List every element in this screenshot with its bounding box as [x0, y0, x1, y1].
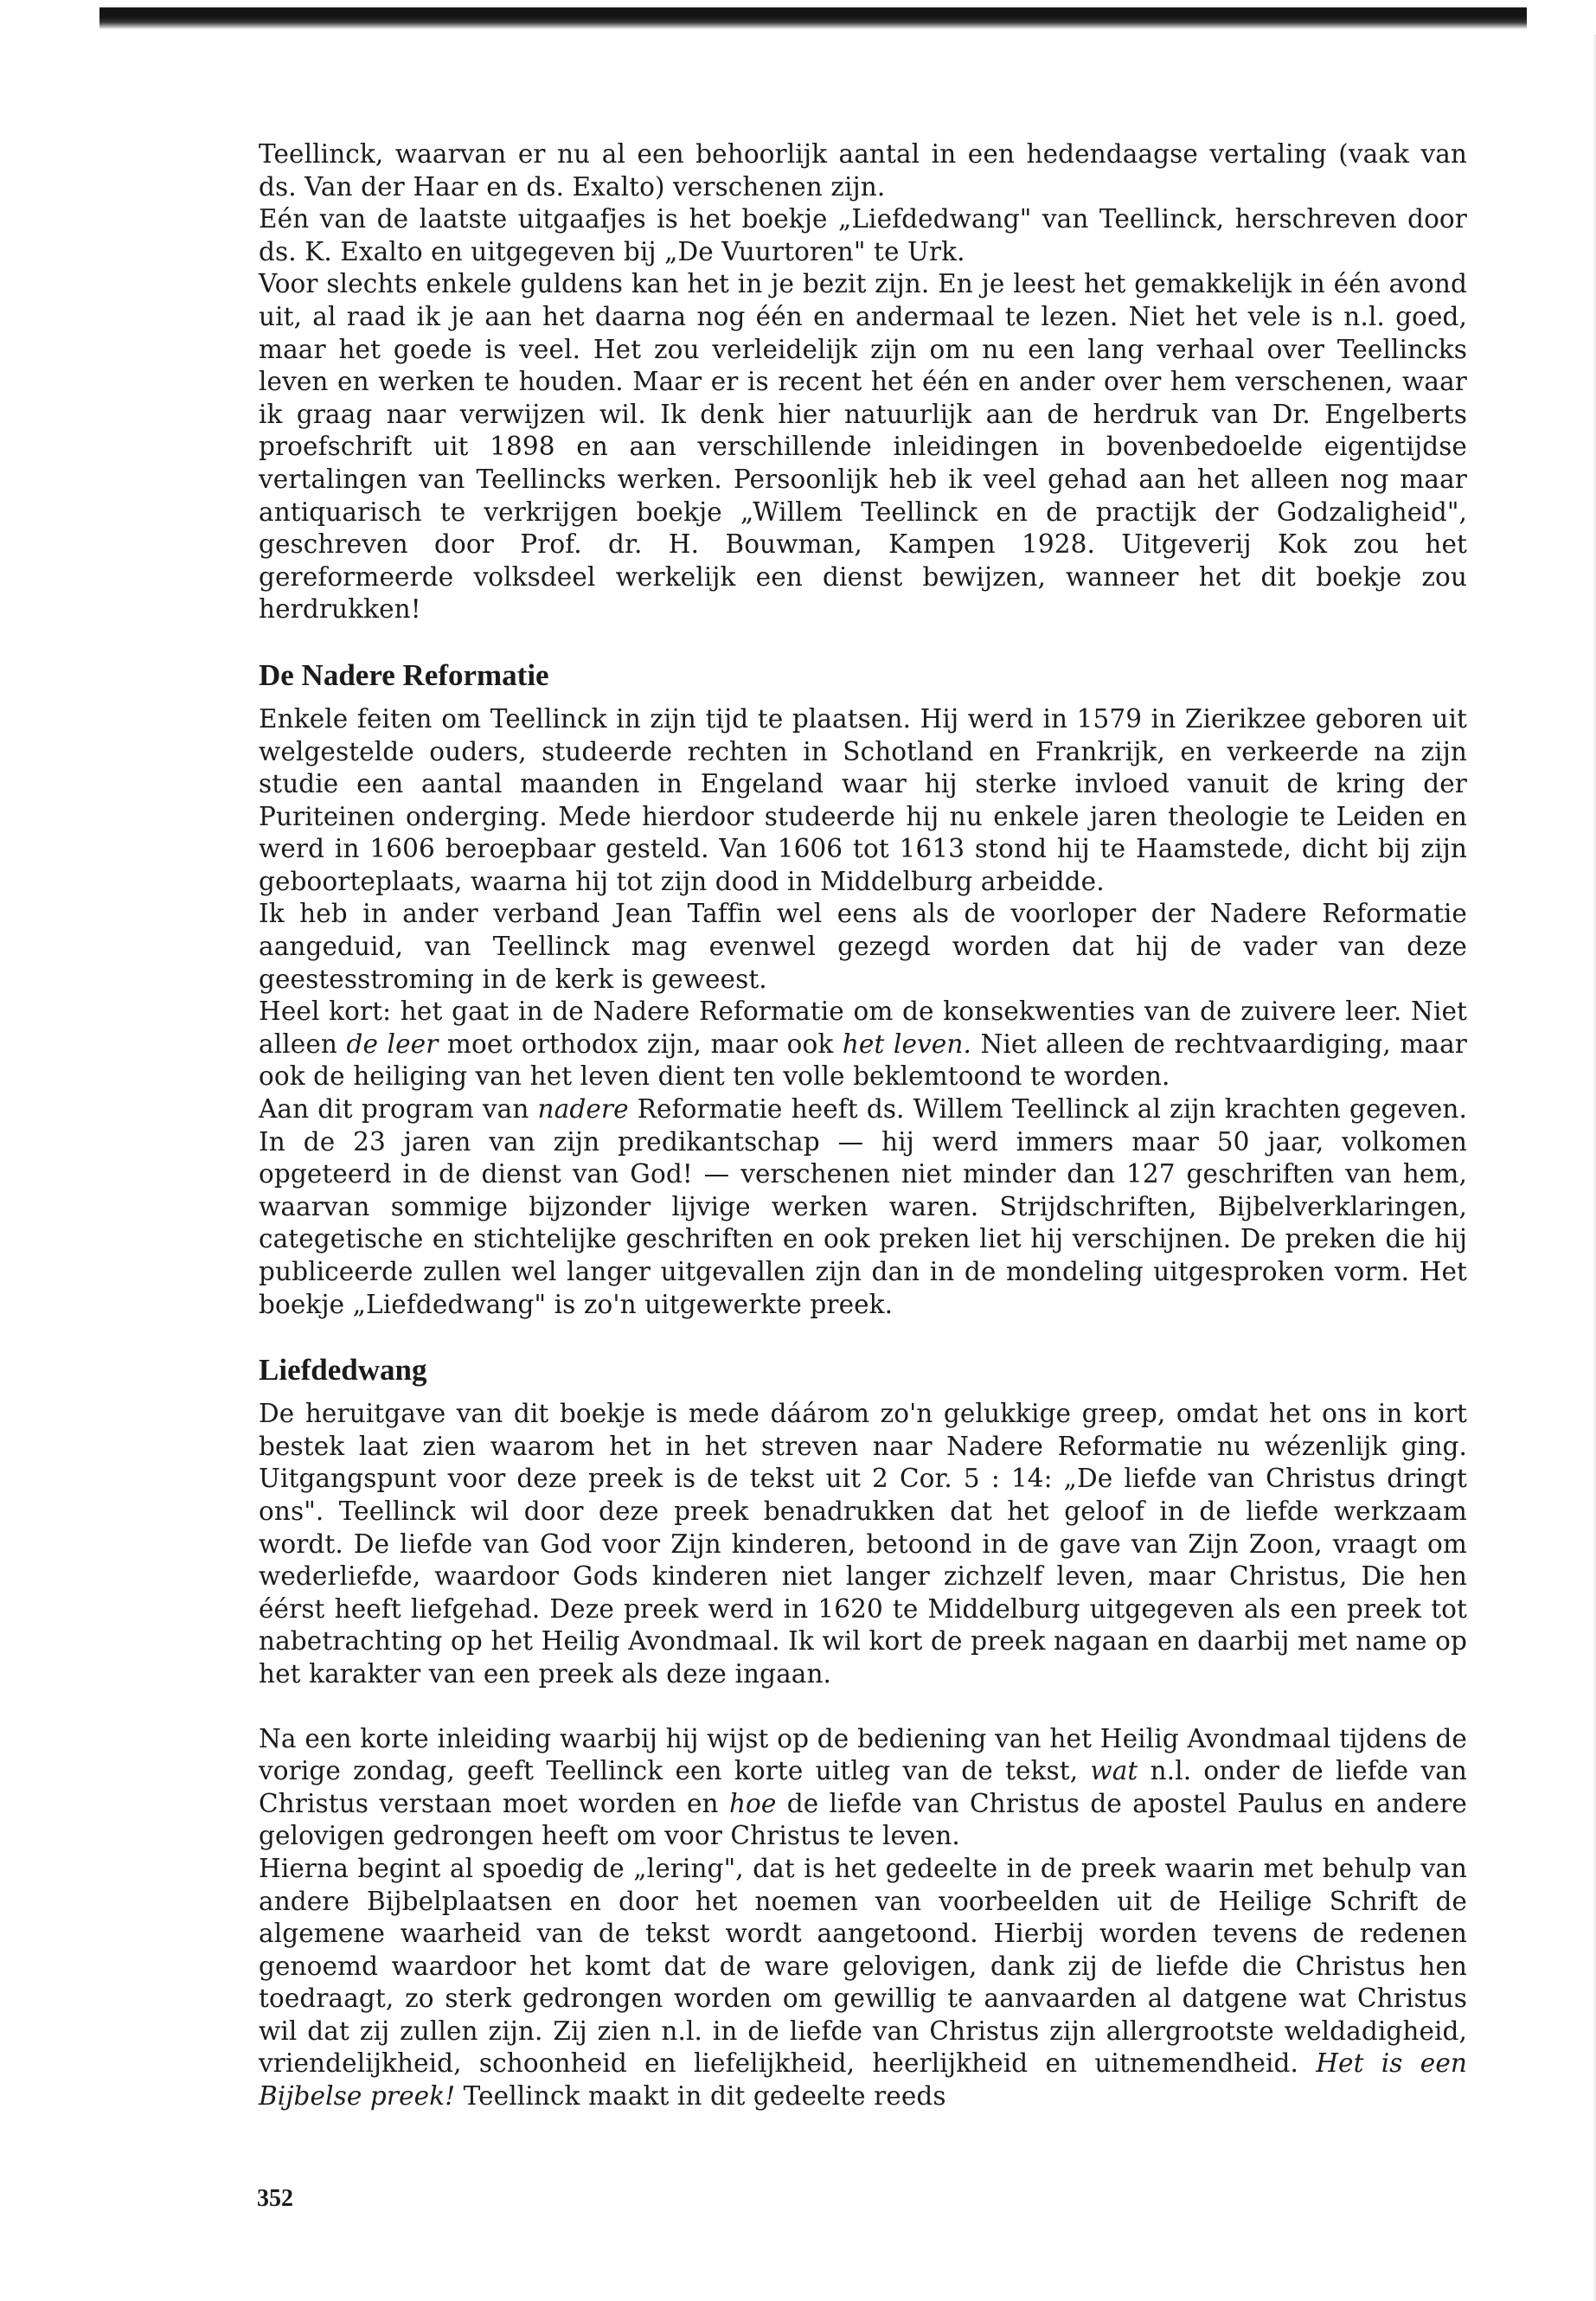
- intro-paragraph-1: Teellinck, waarvan er nu al een behoorlijk aantal in een hedendaagse vertaling (vaak van ds. Van der Haar en ds. Exalto) verschenen zijn.: [259, 139, 1467, 202]
- scan-top-border: [99, 0, 1527, 42]
- intro-paragraph-2: Eén van de laatste uitgaafjes is het boekje „Liefdedwang" van Teellinck, herschreven door ds. K. Exalto en uitgegeven bij „De Vuurtoren" te Urk.: [259, 204, 1467, 266]
- text-run: n.l. onder de liefde van Christus verstaan moet worden en: [259, 1756, 1468, 1818]
- section-heading-liefdedwang: Liefdedwang: [259, 1353, 427, 1388]
- emphasis-text: nadere: [537, 1094, 629, 1125]
- text-run: de liefde van Christus de apostel Paulus en andere gelovigen gedrongen heeft om voor Christus te leven.: [259, 1788, 1467, 1851]
- text-run: Na een korte inleiding waarbij hij wijst op de bediening van het Heilig Avondmaal tijdens de vorige zondag, geeft Teellinck een korte uitleg van de tekst,: [259, 1723, 1467, 1786]
- text-run: Heel kort: het gaat in de Nadere Reformatie om de konsekwenties van de zuivere leer. Niet alleen: [259, 997, 1467, 1059]
- emphasis-text: wat: [1090, 1756, 1138, 1786]
- page-body: [259, 138, 1467, 2113]
- text-run: Reformatie heeft ds. Willem Teellinck al zijn krachten gegeven. In de 23 jaren van zijn predikantschap — hij werd immers maar 50 jaar, volkomen opgeteerd in de dienst van God! — verschenen niet minder dan 127 geschriften van hem, waarvan sommige bijzonder lijvige werken waren. Strijdschriften, Bijbelverklaringen, categetische en stichtelijke geschriften en ook preken liet hij verschijnen. De preken die hij publiceerde zullen wel langer uitgevallen zijn dan in de mondeling uitgesproken vorm. Het boekje „Liefdedwang" is zo'n uitgewerkte preek.: [259, 1094, 1467, 1319]
- emphasis-text: het leven.: [842, 1029, 971, 1059]
- emphasis-text: Het is een Bijbelse preek!: [259, 2048, 1467, 2112]
- liefdedwang-paragraph-1: De heruitgave van dit boekje is mede dáárom zo'n gelukkige greep, omdat het ons in kort bestek laat zien waarom het in het streven naar Nadere Reformatie nu wézenlijk ging. Uitgangspunt voor deze preek is de tekst uit 2 Cor. 5 : 14: „De liefde van Christus dringt ons". Teellinck wil door deze preek benadrukken dat het geloof in de liefde werkzaam wordt. De liefde van God voor Zijn kinderen, betoond in de gave van Zijn Zoon, vraagt om wederliefde, waardoor Gods kinderen niet langer zichzelf leven, maar Christus, Die hen éérst heeft liefgehad. Deze preek werd in 1620 te Middelburg uitgegeven als een preek tot nabetrachting op het Heilig Avondmaal. Ik wil kort de preek nagaan en daarbij met name op het karakter van een preek als deze ingaan.: [259, 1399, 1467, 1689]
- nadere-paragraph-4: [259, 1093, 1467, 1321]
- nadere-paragraph-2: Ik heb in ander verband Jean Taffin wel eens als de voorloper der Nadere Reformatie aangeduid, van Teellinck mag evenwel gezegd worden dat hij de vader van deze geestesstroming in de kerk is geweest.: [259, 899, 1467, 994]
- emphasis-text: de leer: [346, 1029, 439, 1059]
- emphasis-text: hoe: [728, 1788, 777, 1818]
- page-number: 352: [257, 2185, 293, 2212]
- section-heading-nadere-reformatie: De Nadere Reformatie: [259, 657, 549, 692]
- liefdedwang-paragraph-2: [259, 1723, 1467, 1853]
- text-run: Aan dit program van: [259, 1094, 538, 1125]
- text-run: Teellinck maakt in dit gedeelte reeds: [455, 2081, 946, 2112]
- text-run: Hierna begint al spoedig de „lering", dat is het gedeelte in de preek waarin met behulp van andere Bijbelplaatsen en door het noemen van voorbeelden uit de Heilige Schrift de algemene waarheid van de tekst wordt aangetoond. Hierbij worden tevens de redenen genoemd waardoor het komt dat de ware gelovigen, dank zij de liefde die Christus hen toedraagt, zo sterk gedrongen worden om gewillig te aanvaarden al datgene wat Christus wil dat zij zullen zijn. Zij zien n.l. in de liefde van Christus zijn allergrootste weldadigheid, vriendelijkheid, schoonheid en liefelijkheid, heerlijkheid en uitnemendheid.: [259, 1853, 1467, 2079]
- nadere-paragraph-1: Enkele feiten om Teellinck in zijn tijd te plaatsen. Hij werd in 1579 in Zierikzee geboren uit welgestelde ouders, studeerde rechten in Schotland en Frankrijk, en verkeerde na zijn studie een aantal maanden in Engeland waar hij sterke invloed vanuit de kring der Puriteinen onderging. Mede hierdoor studeerde hij nu enkele jaren theologie te Leiden en werd in 1606 beroepbaar gesteld. Van 1606 tot 1613 stond hij te Haamstede, dicht bij zijn geboorteplaats, waarna hij tot zijn dood in Middelburg arbeidde.: [259, 703, 1467, 896]
- liefdedwang-paragraph-3: [259, 1853, 1467, 2113]
- nadere-paragraph-3: [259, 996, 1467, 1093]
- intro-paragraph-3: Voor slechts enkele guldens kan het in je bezit zijn. En je leest het gemakkelijk in één avond uit, al raad ik je aan het daarna nog één en andermaal te lezen. Niet het vele is n.l. goed, maar het goede is veel. Het zou verleidelijk zijn om nu een lang verhaal over Teellincks leven en werken te houden. Maar er is recent het één en ander over hem verschenen, waar ik graag naar verwijzen wil. Ik denk hier natuurlijk aan de herdruk van Dr. Engelberts proefschrift uit 1898 en aan verschillende inleidingen in bovenbedoelde eigentijdse vertalingen van Teellincks werken. Persoonlijk heb ik veel gehad aan het alleen nog maar antiquarisch te verkrijgen boekje „Willem Teellinck en de practijk der Godzaligheid", geschreven door Prof. dr. H. Bouwman, Kampen 1928. Uitgeverij Kok zou het gereformeerde volksdeel werkelijk een dienst bewijzen, wanneer het dit boekje zou herdrukken!: [259, 269, 1467, 625]
- text-run: Niet alleen de rechtvaardiging, maar ook de heiliging van het leven dient ten volle beklemtoond te worden.: [259, 1029, 1467, 1092]
- text-run: moet orthodox zijn, maar ook: [438, 1029, 843, 1059]
- scan-right-edge: [1593, 35, 1596, 2301]
